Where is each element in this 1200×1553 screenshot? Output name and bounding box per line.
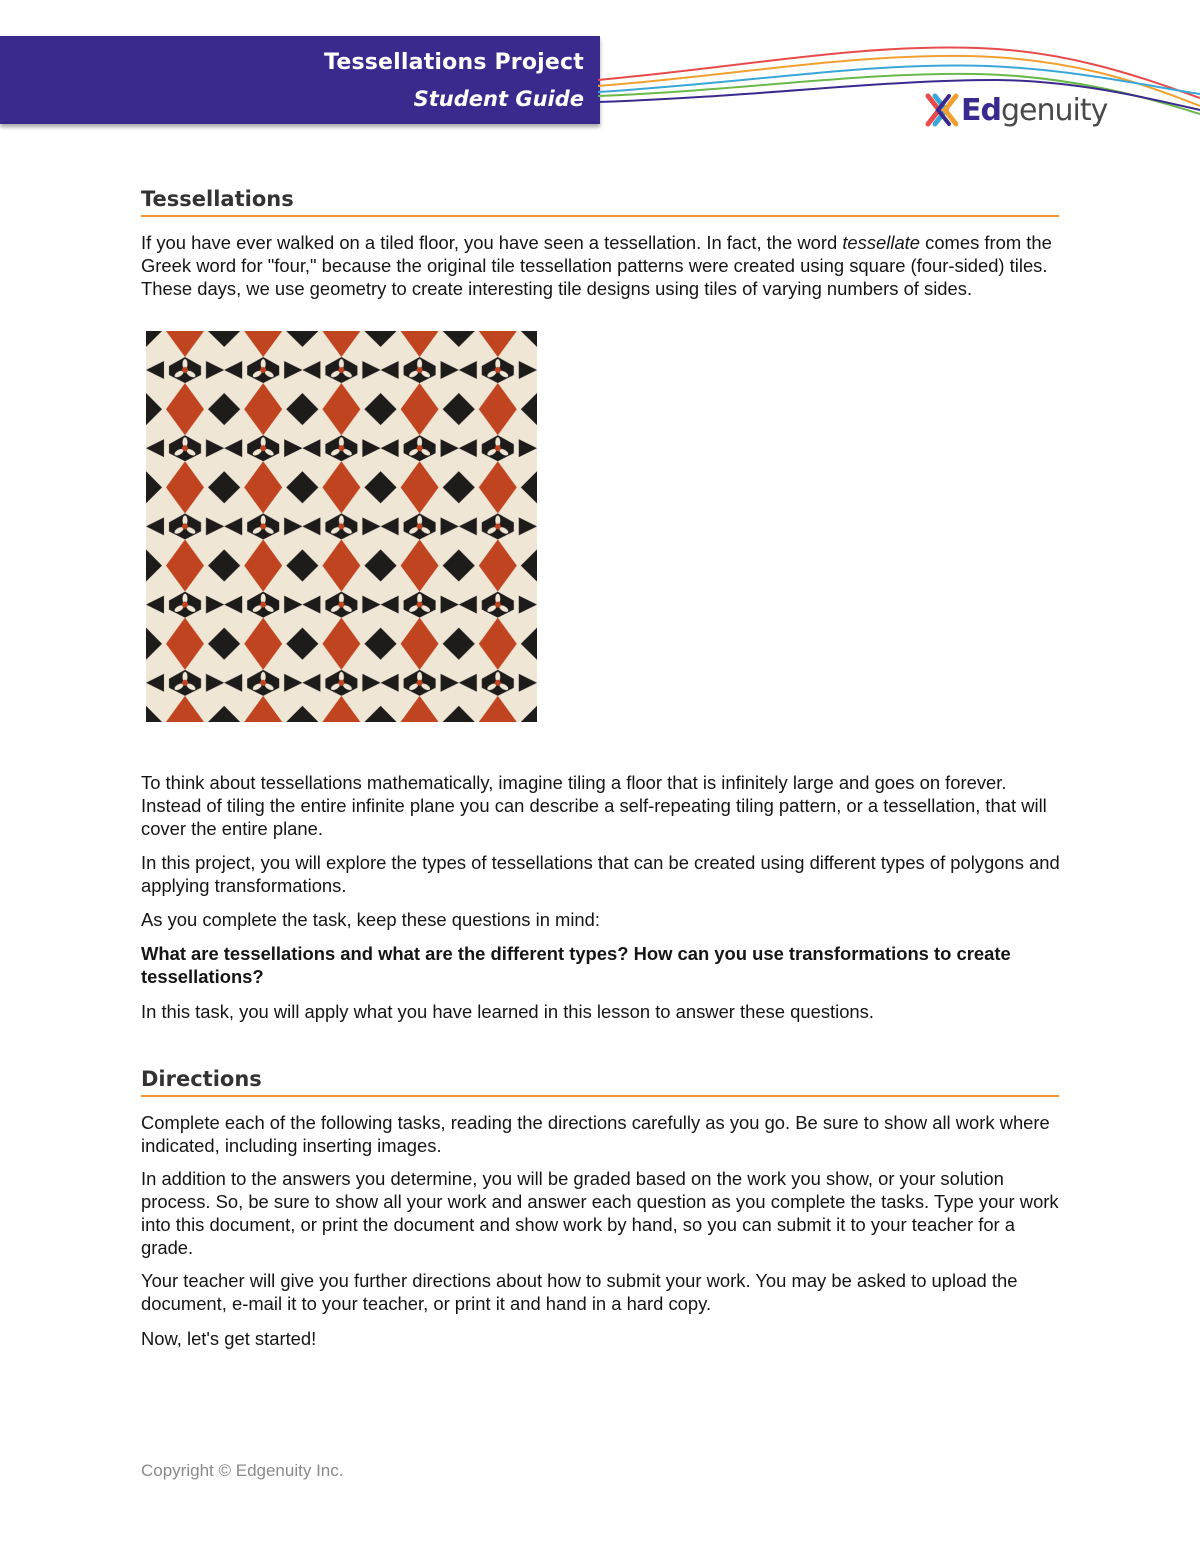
paragraph-directions-1: Complete each of the following tasks, reading the directions carefully as you go. Be sure to show all work where indicated, including inserting images. bbox=[141, 1112, 1050, 1156]
paragraph-essential-questions: What are tessellations and what are the different types? How can you use transformations to create tessellations? bbox=[141, 943, 1011, 987]
intro-paragraph: If you have ever walked on a tiled floor, you have seen a tessellation. In fact, the word tessellate comes from the Greek word for "four," because the original tile tessellation patterns were created using square (four-sided) tiles. These days, we use geometry to create interesting tile designs using tiles of varying numbers of sides. bbox=[141, 232, 1052, 299]
edgenuity-logo bbox=[925, 90, 1107, 130]
tessellation-pattern-image bbox=[146, 331, 537, 722]
logo-wordmark: Edgenuity bbox=[961, 92, 1108, 128]
edgenuity-x-logo-icon bbox=[925, 92, 959, 128]
copyright-footer: Copyright © Edgenuity Inc. bbox=[141, 1461, 344, 1480]
decorative-waves-icon bbox=[598, 36, 1200, 116]
header-banner bbox=[0, 36, 600, 124]
section-heading-directions: Directions bbox=[141, 1067, 1059, 1097]
paragraph-project-overview: In this project, you will explore the types of tessellations that can be created using different types of polygons and applying transformations. bbox=[141, 852, 1060, 896]
paragraph-math-tessellations: To think about tessellations mathematically, imagine tiling a floor that is infinitely large and goes on forever. Instead of tiling the entire infinite plane you can describe a self-repeating tiling pattern, or a tessellation, that will cover the entire plane. bbox=[141, 772, 1047, 839]
paragraph-task-apply: In this task, you will apply what you have learned in this lesson to answer these questions. bbox=[141, 1001, 874, 1022]
document-subtitle: Student Guide bbox=[413, 87, 584, 111]
paragraph-questions-intro: As you complete the task, keep these questions in mind: bbox=[141, 909, 601, 930]
paragraph-directions-2: In addition to the answers you determine, you will be graded based on the work you show, or your solution process. So, be sure to show all your work and answer each question as you complete the tasks. Type your work into this document, or print the document and show work by hand, so you can submit it to your teacher for a grade. bbox=[141, 1168, 1059, 1258]
paragraph-get-started: Now, let's get started! bbox=[141, 1328, 317, 1349]
paragraph-directions-3: Your teacher will give you further directions about how to submit your work. You may be asked to upload the document, e-mail it to your teacher, or print it and hand in a hard copy. bbox=[141, 1270, 1018, 1314]
section-heading-tessellations: Tessellations bbox=[141, 187, 1059, 217]
document-title: Tessellations Project bbox=[324, 50, 584, 75]
